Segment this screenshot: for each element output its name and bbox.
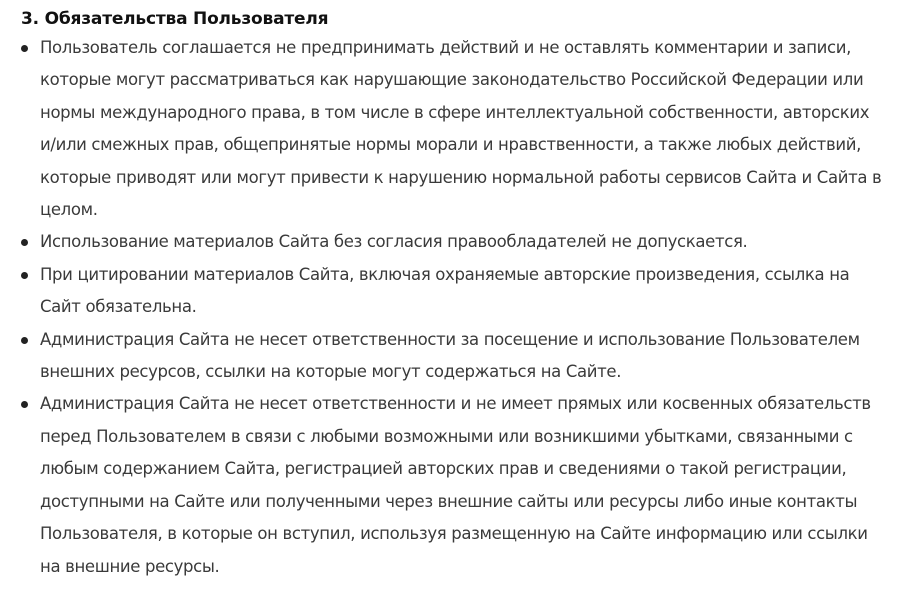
section-heading: 3. Обязательства Пользователя (21, 9, 329, 29)
list-item-text: Администрация Сайта не несет ответственности за посещение и использование Пользователем внешних ресурсов, ссылки на которые могут содержаться на Сайте. (40, 329, 860, 382)
list-item-text: Пользователь соглашается не предпринимать действий и не оставлять комментарии и записи, которые могут рассматриваться как нарушающие законодательство Российской Федерации или нормы международного права, в том числе в сфере интеллектуальной собственности, авторских и/или смежных прав, общепринятые нормы морали и нравственности, а также любых действий, которые приводят или могут привести к нарушению нормальной работы сервисов Сайта и Сайта в целом. (40, 38, 882, 220)
list-item-text: Использование материалов Сайта без согласия правообладателей не допускается. (40, 232, 748, 252)
list-item (0, 32, 904, 226)
list-item (0, 388, 904, 582)
obligations-list (0, 32, 904, 583)
list-item-text: При цитировании материалов Сайта, включая охраняемые авторские произведения, ссылка на Сайт обязательна. (40, 264, 850, 317)
list-item (0, 226, 904, 258)
list-item (0, 259, 904, 324)
list-item (0, 324, 904, 389)
list-item-text: Администрация Сайта не несет ответственности и не имеет прямых или косвенных обязательств перед Пользователем в связи с любыми возможными или возникшими убытками, связанными с любым содержанием Сайта, регистрацией авторских прав и сведениями о такой регистрации, доступными на Сайте или полученными через внешние сайты или ресурсы либо иные контакты Пользователя, в которые он вступил, используя размещенную на Сайте информацию или ссылки на внешние ресурсы. (40, 394, 871, 576)
